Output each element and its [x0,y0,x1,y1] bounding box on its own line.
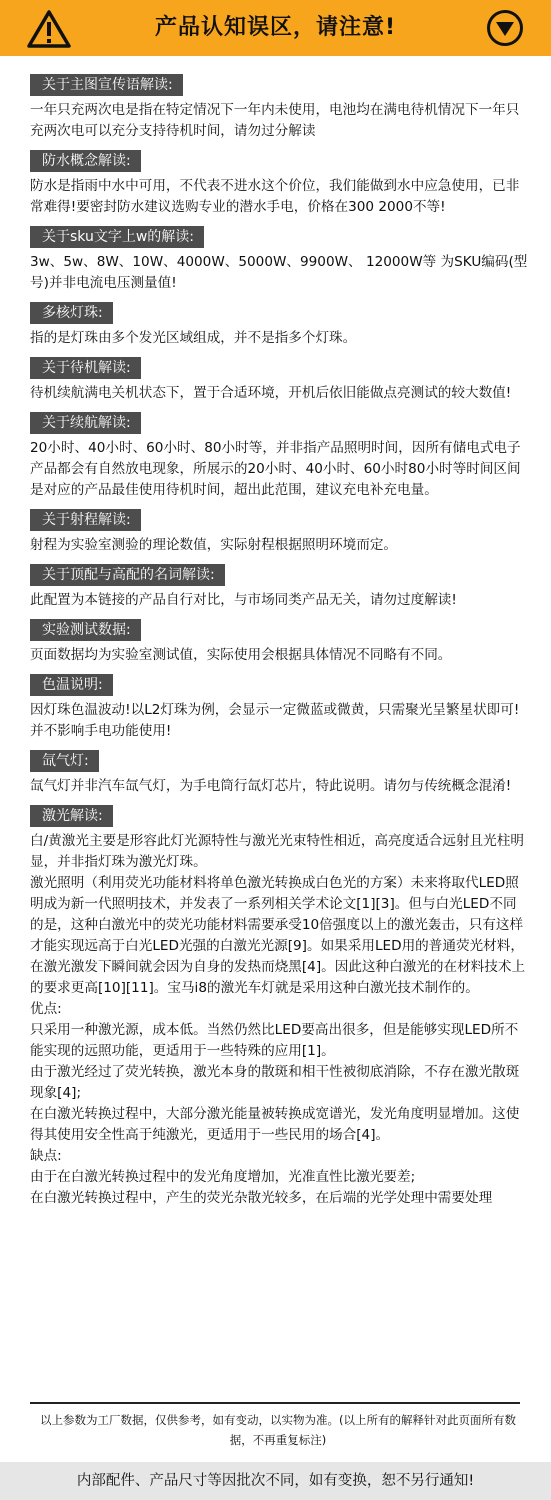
section-range [30,509,529,556]
section-text: 指的是灯珠由多个发光区域组成，并不是指多个灯珠。 [30,330,357,346]
laser-text [30,831,529,1209]
section-label: 多核灯珠: [30,302,113,324]
section-text: 页面数据均为实验室测试值，实际使用会根据具体情况不同略有不同。 [30,647,452,663]
section-label: 防水概念解读: [30,150,141,172]
section-lab-data [30,619,529,666]
section-text: 此配置为本链接的产品自行对比，与市场同类产品无关，请勿过度解读! [30,592,457,608]
laser-paragraph: 在白激光转换过程中，产生的荧光杂散光较多，在后端的光学处理中需要处理 [30,1190,493,1206]
section-text: 防水是指雨中水中可用，不代表不进水这个价位，我们能做到水中应急使用，已非常难得!要密封防水建议选购专业的潜水手电，价格在300 2000不等! [30,178,520,215]
laser-paragraph: 由于在白激光转换过程中的发光角度增加，光准直性比激光要差; [30,1169,416,1185]
section-text: 射程为实验室测验的理论数值，实际射程根据照明环境而定。 [30,537,398,553]
section-laser [30,805,529,1209]
section-label: 关于待机解读: [30,357,141,379]
section-text: 待机续航满电关机状态下，置于合适环境，开机后依旧能做点亮测试的较大数值! [30,385,512,401]
section-text: 3w、5w、8W、10W、4000W、5000W、9900W、 12000W等 为SKU编码(型号)并非电流电压测量值! [30,254,528,291]
footer-note: 以上参数为工厂数据，仅供参考，如有变动，以实物为准。(以上所有的解释针对此页面所有数据，不再重复标注) [40,1413,516,1447]
laser-paragraph: 白/黄激光主要是形容此灯光源特性与激光光束特性相近，高亮度适合远射且光柱明显，并非指灯珠为激光灯珠。 [30,833,524,870]
section-label: 实验测试数据: [30,619,141,641]
section-label: 关于sku文字上w的解读: [30,226,204,248]
section-text: 20小时、40小时、60小时、80小时等，并非指产品照明时间，因所有储电式电子产品都会有自然放电现象，所展示的20小时、40小时、60小时80小时等时间区间是对应的产品最佳使用待机时间，超出此范围，建议充电补充电量。 [30,440,521,498]
page-title: 产品认知误区，请注意! [154,15,397,40]
section-standby [30,357,529,404]
laser-paragraph: 在白激光转换过程中，大部分激光能量被转换成宽谱光，发光角度明显增加。这使得其使用安全性高于纯激光，更适用于一些民用的场合[4]。 [30,1106,520,1143]
section-label: 色温说明: [30,674,113,696]
section-multicore-bead [30,302,529,349]
section-label: 关于续航解读: [30,412,141,434]
section-sku-watt [30,226,529,294]
section-label: 激光解读: [30,805,113,827]
section-text: 氙气灯并非汽车氙气灯，为手电筒行氙灯芯片，特此说明。请勿与传统概念混淆! [30,778,512,794]
header-banner [0,0,551,56]
laser-paragraph: 由于激光经过了荧光转换，激光本身的散斑和相干性被彻底消除，不存在激光散斑现象[4]; [30,1064,520,1101]
section-waterproof [30,150,529,218]
content-list [0,74,551,1215]
divider [30,1402,520,1404]
section-xenon [30,750,529,797]
section-color-temp [30,674,529,742]
laser-paragraph: 只采用一种激光源，成本低。当然仍然比LED要高出很多，但是能够实现LED所不能实现的远照功能，更适用于一些特殊的应用[1]。 [30,1022,519,1059]
section-text: 一年只充两次电是指在特定情况下一年内未使用，电池均在满电待机情况下一年只充两次电可以充分支持待机时间，请勿过分解读 [30,102,520,139]
chevron-down-circle-icon [486,9,524,47]
section-config-terms [30,564,529,611]
section-main-slogan [30,74,529,142]
section-battery-life [30,412,529,501]
section-label: 氙气灯: [30,750,99,772]
laser-pros-heading: 优点: [30,1001,62,1017]
bottom-notice-bar: 内部配件、产品尺寸等因批次不同，如有变换，恕不另行通知! [0,1462,551,1500]
laser-paragraph: 激光照明（利用荧光功能材料将单色激光转换成白色光的方案）未来将取代LED照明成为新一代照明技术，并发表了一系列相关学术论文[1][3]。但与白光LED不同的是，这种白激光中的荧光功能材料需要承受10倍强度以上的激光轰击，只有这样才能实现远高于白光LED光强的白激光光源[9]。如果采用LED用的普通荧光材料，在激光激发下瞬间就会因为自身的发热而烧黑[4]。因此这种白激光的在材料技术上的要求更高[10][11]。宝马i8的激光车灯就是采用这种白激光技术制作的。 [30,875,526,996]
section-label: 关于顶配与高配的名词解读: [30,564,225,586]
section-text: 因灯珠色温波动!以L2灯珠为例，会显示一定微蓝或微黄，只需聚光呈繁星状即可! 并不影响手电功能使用! [30,702,520,739]
section-label: 关于射程解读: [30,509,141,531]
section-label: 关于主图宣传语解读: [30,74,183,96]
laser-cons-heading: 缺点: [30,1148,62,1164]
